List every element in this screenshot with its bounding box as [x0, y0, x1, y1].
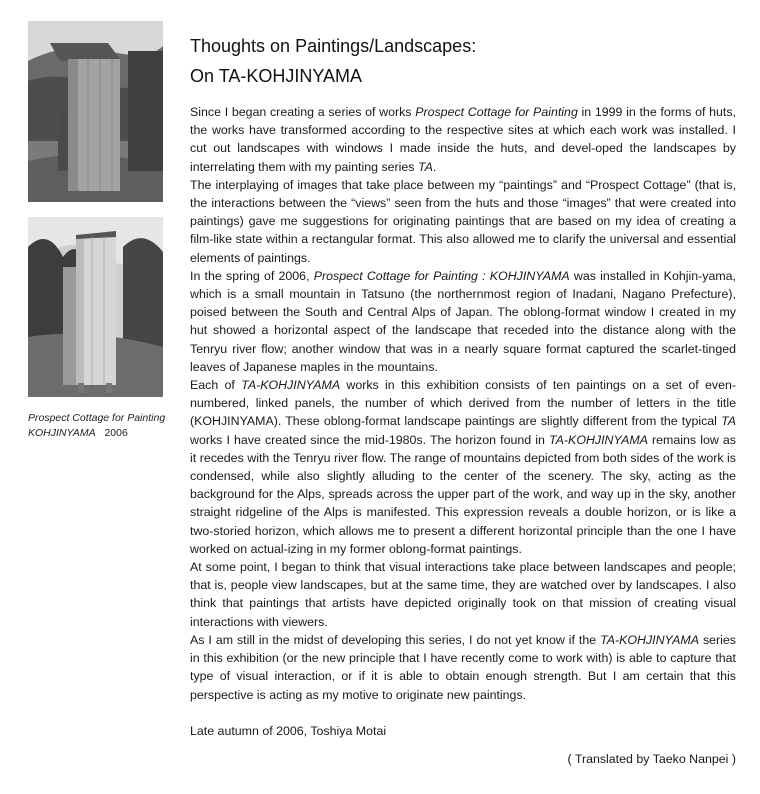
p6-work-title: TA-KOHJINYAMA — [600, 632, 699, 647]
p1-text-c: . — [432, 159, 437, 174]
p1-text-b: in 1999 in the forms of huts, the works have transformed according to the respective sites at which each work was installed. I cut out landscapes with windows I made inside the huts, and devel-oped the landscapes by interrelating them with my painting series — [190, 105, 736, 174]
caption-work-subtitle: KOHJINYAMA — [28, 427, 96, 439]
signature: Late autumn of 2006, Toshiya Motai — [190, 723, 387, 738]
p3-work-title: Prospect Cottage for Painting : KOHJINYAMA — [313, 268, 570, 283]
paragraph-3 — [190, 267, 736, 376]
photo-hut-hillside — [28, 21, 163, 202]
p6-text-a: As I am still in the midst of developing this series, I do not yet know if the — [190, 632, 601, 647]
paragraph-1 — [190, 103, 736, 176]
p4-text-a: Each of — [190, 378, 242, 393]
p4-text-d: remains low as it recedes with the Tenryu river flow. The range of mountains depicted from both sides of the work is condensed, while also slightly alluding to the center of the scenery. The sky, acting as the background for the Alps, spreads across the upper part of the work, and way up in the sky, another straight ridgeline of the Alps is manifested. This expression reveals a double horizon, or is like a two-storied horizon, which allows me to present a different horizontal principle than the one I have worked on actual-izing in my former oblong-format paintings. — [190, 432, 736, 556]
caption-year: 2006 — [104, 427, 128, 439]
photo-hut-trees — [28, 217, 163, 397]
caption-work-title: Prospect Cottage for Painting — [28, 412, 166, 424]
paragraph-6 — [190, 631, 736, 704]
p3-text-b: was installed in Kohjin-yama, which is a small mountain in Tatsuno (the northernmost region of Inadani, Nagano Prefecture), poised between the South and Central Alps of Japan. The oblong-format window I created in my hut showed a horizontal aspect of the landscape that receded into the distance along with the Tenryu river flow; another window that was in a nearly square format captured the scarlet-tinged leaves of Japanese maples in the mountains. — [190, 268, 736, 374]
p4-work-title: TA-KOHJINYAMA — [241, 378, 341, 393]
photo-caption — [28, 411, 178, 441]
p4-text-b: works in this exhibition consists of ten paintings on a set of even-numbered, linked panels, the number of which derived from the number of letters in the title (KOHJINYAMA). These oblong-format landscape paintings are slightly different from the typical — [190, 378, 736, 429]
p6-text-b: series in this exhibition (or the new principle that I have recently come to work with) is able to capture that type of visual interaction, or if it is able to obtain enough strength. But I am certain that this perspective is acting as my motive to originate new paintings. — [190, 632, 736, 702]
paragraph-4 — [190, 376, 736, 558]
p1-work-title: Prospect Cottage for Painting — [415, 105, 578, 119]
p4-text-c: works I have created since the mid-1980s. The horizon found in — [190, 432, 550, 447]
title-line-2: On TA-KOHJINYAMA — [190, 66, 363, 86]
p4-series-title: TA — [721, 414, 736, 429]
paragraph-5: At some point, I began to think that visual interactions take place between landscapes and people; that is, people view landscapes, but at the same time, they are watched over by landscapes. I also think that paintings that artists have depicted originally took on that mission of creating visual interactions with viewers. — [190, 560, 736, 629]
page-title — [190, 31, 476, 91]
essay-body — [190, 103, 736, 740]
paragraph-2: The interplaying of images that take place between my “paintings” and “Prospect Cottage” (that is, the interactions between the “views” seen from the huts and those “images” that were created into paintings) gave me suggestions for originating paintings that are based on my idea of creating a film-like state within a rectangular format. This also allowed me to clarify the universal and essential elements of paintings. — [190, 177, 736, 265]
translator-credit: ( Translated by Taeko Nanpei ) — [567, 752, 736, 766]
p4-work-title-2: TA-KOHJINYAMA — [549, 432, 648, 447]
title-line-1: Thoughts on Paintings/Landscapes: — [190, 36, 477, 56]
p1-text-a: Since I began creating a series of works — [190, 105, 416, 119]
p1-series-title: TA — [417, 159, 433, 174]
p3-text-a: In the spring of 2006, — [190, 268, 314, 283]
